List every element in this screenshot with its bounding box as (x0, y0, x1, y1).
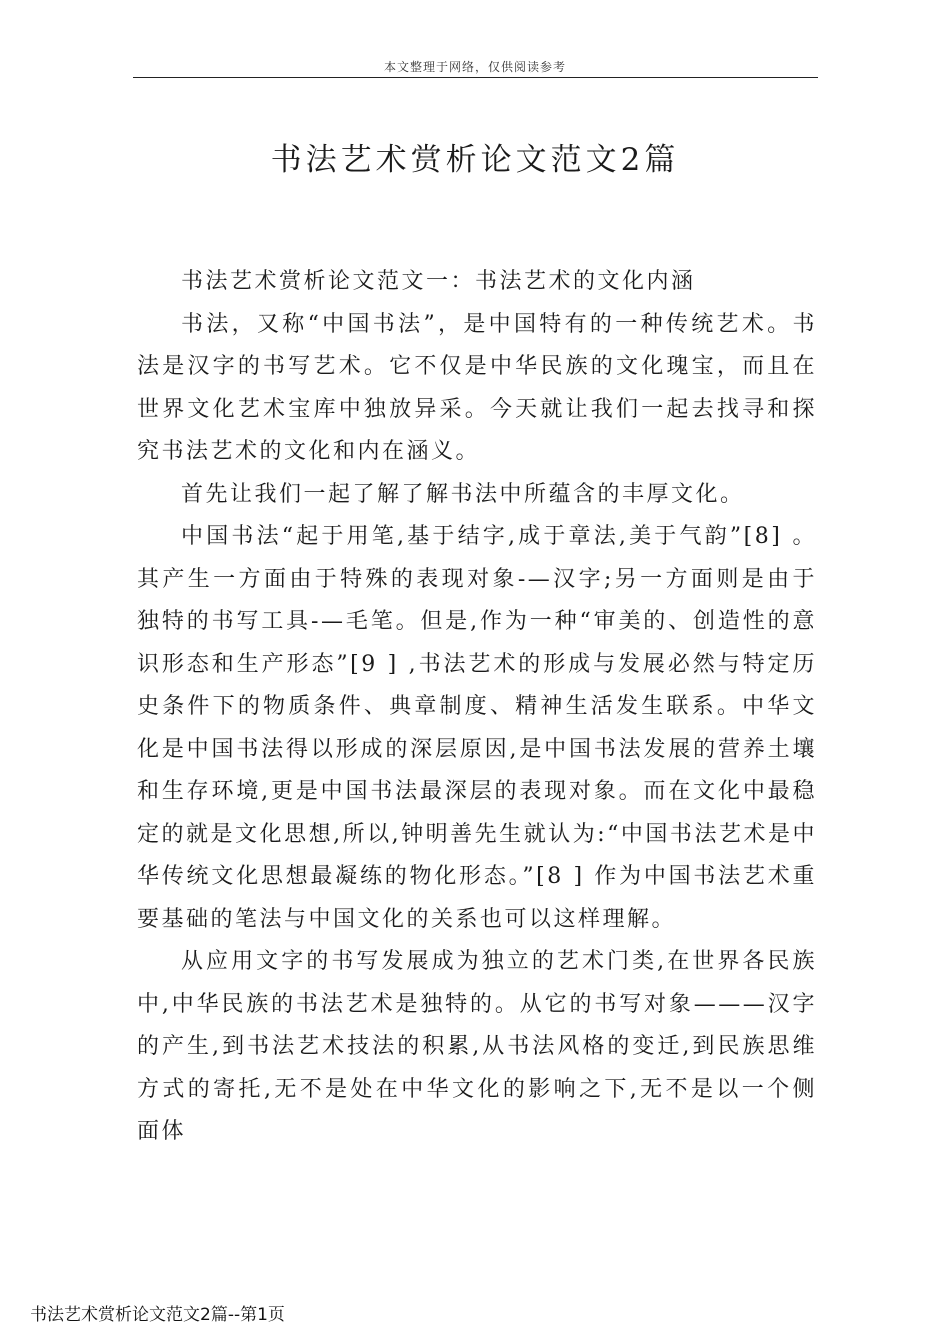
page-footer-label: 书法艺术赏析论文范文2篇--第1页 (30, 1305, 285, 1325)
header-divider (133, 77, 818, 78)
document-title: 书法艺术赏析论文范文2篇 (270, 142, 680, 178)
section-heading: 书法艺术赏析论文范文一：书法艺术的文化内涵 (181, 269, 696, 294)
paragraph: 书法，又称“中国书法”，是中国特有的一种传统艺术。书法是汉字的书写艺术。它不仅是中华民族的文化瑰宝，而且在世界文化艺术宝库中独放异采。今天就让我们一起去找寻和探究书法艺术的文化和内在涵义。 (137, 311, 817, 464)
paragraph: 从应用文字的书写发展成为独立的艺术门类,在世界各民族中,中华民族的书法艺术是独特的。从它的书写对象———汉字的产生,到书法艺术技法的积累,从书法风格的变迁,到民族思维方式的寄托,无不是处在中华文化的影响之下,无不是以一个侧面体 (137, 949, 817, 1144)
document-body (137, 261, 817, 1154)
paragraph: 首先让我们一起了解了解书法中所蕴含的丰厚文化。 (181, 481, 745, 507)
paragraph: 中国书法“起于用笔,基于结字,成于章法,美于气韵”[8] 。其产生一方面由于特殊的表现对象-—汉字;另一方面则是由于独特的书写工具-—毛笔。但是,作为一种“审美的、创造性的意识形态和生产形态”[9 ] ,书法艺术的形成与发展必然与特定历史条件下的物质条件、典章制度、精神生活发生联系。中华文化是中国书法得以形成的深层原因,是中国书法发展的营养土壤和生存环境,更是中国书法最深层的表现对象。而在文化中最稳定的就是文化思想,所以,钟明善先生就认为:“中国书法艺术是中华传统文化思想最凝练的物化形态。”[8 ] 作为中国书法艺术重要基础的笔法与中国文化的关系也可以这样理解。 (137, 524, 817, 932)
page-header-note: 本文整理于网络，仅供阅读参考 (383, 60, 566, 74)
